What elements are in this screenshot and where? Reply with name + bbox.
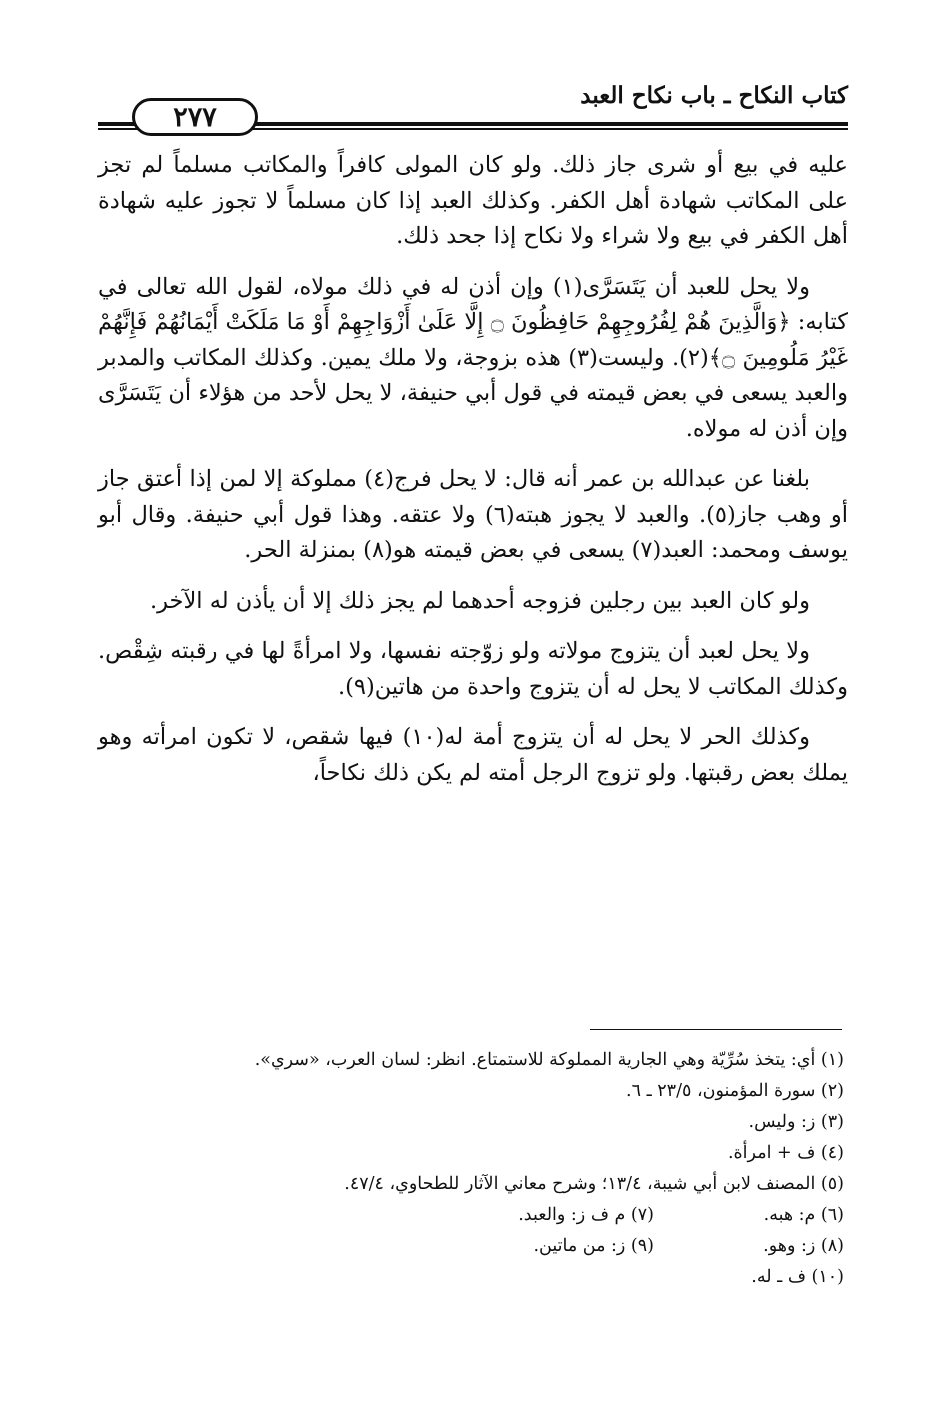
paragraph: عليه في بيع أو شرى جاز ذلك. ولو كان المولى كافراً والمكاتب مسلماً لم تجز على المكاتب شهادة أهل الكفر. وكذلك العبد إذا كان مسلماً لا تجوز عليه شهادة أهل الكفر في بيع ولا شراء ولا نكاح إذا جحد ذلك. xyxy=(98,152,848,249)
paragraph: بلغنا عن عبدالله بن عمر أنه قال: لا يحل فرج(٤) مملوكة إلا لمن إذا أعتق جاز أو وهب جاز(٥). والعبد لا يجوز هبته(٦) ولا عتقه. وهذا قول أبي حنيفة. وقال أبو يوسف ومحمد: العبد(٧) يسعى في بعض قيمته هو(٨) بمنزلة الحر. xyxy=(98,466,849,563)
footnotes xyxy=(98,1045,844,1293)
paragraph: ولا يحل لعبد أن يتزوج مولاته ولو زوّجته نفسها، ولا امرأةً لها في رقبته شِقْص. وكذلك المكاتب لا يحل له أن يتزوج واحدة من هاتين(٩). xyxy=(98,638,848,700)
footnote: (٣) ز: وليس. xyxy=(748,1112,844,1132)
paragraph: وكذلك الحر لا يحل له أن يتزوج أمة له(١٠) فيها شقص، لا تكون امرأته وهو يملك بعض رقبتها. ولو تزوج الرجل أمته لم يكن ذلك نكاحاً، xyxy=(98,724,848,786)
footnote: (٤) ف + امرأة. xyxy=(727,1143,844,1163)
page-header xyxy=(98,78,848,138)
footnote: (٦) م: هبه. xyxy=(763,1205,844,1225)
footnote: (١) أي: يتخذ سُرِّيّة وهي الجارية المملوكة للاستمتاع. انظر: لسان العرب، «سري». xyxy=(254,1050,844,1070)
main-text xyxy=(98,148,848,806)
paragraph: ولو كان العبد بين رجلين فزوجه أحدهما لم يجز ذلك إلا أن يأذن له الآخر. xyxy=(149,587,810,614)
paragraph: ولا يحل للعبد أن يَتَسَرَّى(١) وإن أذن له في ذلك مولاه، لقول الله تعالى في كتابه: ﴿وَالَّذِينَ هُمْ لِفُرُوجِهِمْ حَافِظُونَ ۝ إِلَّا عَلَىٰ أَزْوَاجِهِمْ أَوْ مَا مَلَكَتْ أَيْمَانُهُمْ فَإِنَّهُمْ غَيْرُ مَلُومِينَ ۝﴾(٢). وليست(٣) هذه بزوجة، ولا ملك يمين. وكذلك المكاتب والمدبر والعبد يسعى في بعض قيمته في قول أبي حنيفة، لا يحل لأحد من هؤلاء أن يَتَسَرَّى وإن أذن له مولاه. xyxy=(98,273,848,442)
footnote-separator xyxy=(590,1029,842,1030)
footnote: (٧) م ف ز: والعبد. xyxy=(518,1205,654,1225)
footnote: (٢) سورة المؤمنون، ٢٣/٥ ـ ٦. xyxy=(626,1081,844,1101)
footnote: (٨) ز: وهو. xyxy=(763,1236,844,1256)
running-title: كتاب النكاح ـ باب نكاح العبد xyxy=(580,82,848,109)
footnote: (١٠) ف ـ له. xyxy=(751,1267,844,1287)
footnote: (٩) ز: من ماتين. xyxy=(533,1236,654,1256)
footnote: (٥) المصنف لابن أبي شيبة، ١٣/٤؛ وشرح معاني الآثار للطحاوي، ٤٧/٤. xyxy=(344,1174,844,1194)
page-number: ٢٧٧ xyxy=(132,98,258,136)
